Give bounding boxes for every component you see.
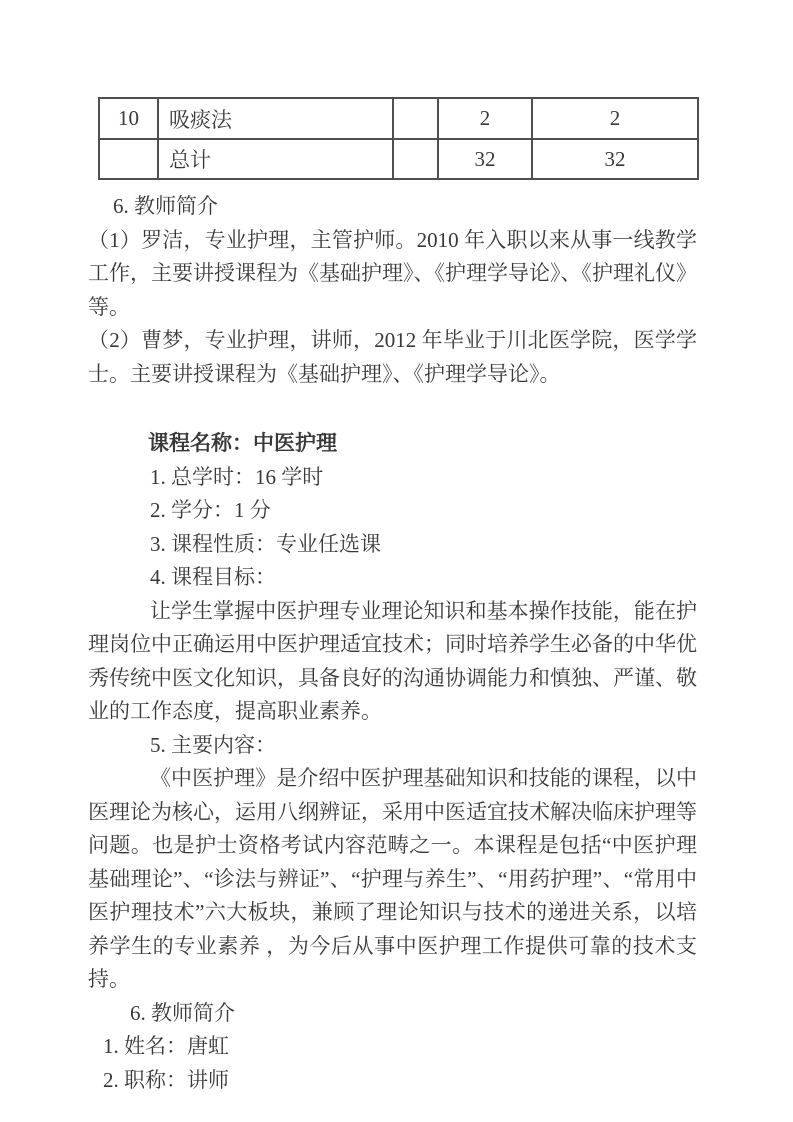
course-title: 课程名称：中医护理 [148,431,337,455]
teacher-intro-heading: 6. 教师简介 [113,194,218,218]
cell-empty [393,98,438,139]
cell-item-name: 吸痰法 [158,98,393,139]
course-objective-label: 4. 课程目标： [150,565,276,589]
cell-total-hours: 32 [438,139,532,179]
cell-empty [393,139,438,179]
course-total-hours: 1. 总学时：16 学时 [150,464,324,489]
cell-row-number: 10 [99,98,158,139]
cell-row-number [99,139,158,179]
course-objective-paragraph: 让学生掌握中医护理专业理论知识和基本操作技能，能在护理岗位中正确运用中医护理适宜技术；同时培养学生必备的中华优秀传统中医文化知识，具备良好的沟通协调能力和慎独、严谨、敬业的工作态度，提高职业素养。 [88,598,697,723]
course-type: 3. 课程性质：专业任选课 [150,531,381,556]
cell-hours-total: 2 [532,98,698,139]
teacher-1-paragraph: （1）罗洁，专业护理，主管护师。2010 年入职以来从事一线教学工作，主要讲授课程为《基础护理》、《护理学导论》、《护理礼仪》等。 [88,227,697,319]
cell-hours: 2 [438,98,532,139]
course-credits: 2. 学分：1 分 [150,498,271,522]
table-row-total [99,139,698,179]
course-content-paragraph: 《中医护理》是介绍中医护理基础知识和技能的课程，以中医理论为核心，运用八纲辨证，采用中医适宜技术解决临床护理等问题。也是护士资格考试内容范畴之一。本课程是包括“中医护理基础理论”、“诊法与辨证”、“护理与养生”、“用药护理”、“常用中医护理技术”六大板块，兼顾了理论知识与技术的递进关系，以培养学生的专业素养 ，为今后从事中医护理工作提供可靠的技术支持。 [88,766,697,991]
course-teacher-title: 2. 职称：讲师 [103,1067,229,1092]
course-hours-table [98,97,699,180]
course-teacher-name: 1. 姓名：唐虹 [103,1034,229,1058]
cell-total-hours-sum: 32 [532,139,698,179]
course-content-label: 5. 主要内容： [150,732,276,757]
course-teacher-heading: 6. 教师简介 [130,1000,235,1025]
course-section [88,427,697,1097]
cell-total-label: 总计 [158,139,393,179]
teacher-2-paragraph: （2）曹梦，专业护理，讲师，2012 年毕业于川北医学院，医学学士。主要讲授课程为《基础护理》、《护理学导论》。 [88,328,697,386]
document-body [88,190,697,1097]
table-row [99,98,698,139]
